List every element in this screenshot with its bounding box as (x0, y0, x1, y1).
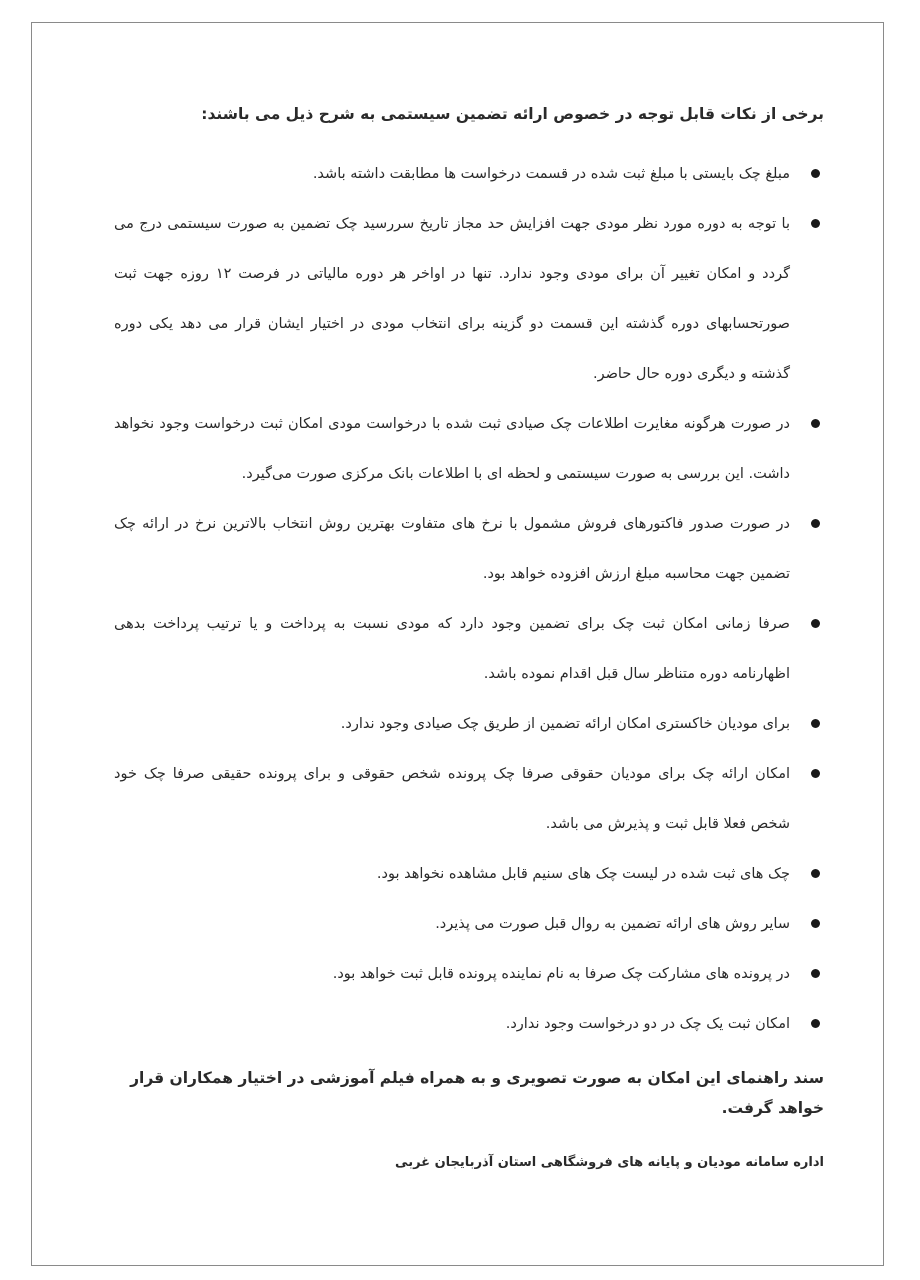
note-text: در صورت هرگونه مغایرت اطلاعات چک صیادی ثبت شده با درخواست مودی امکان ثبت درخواست وجود نخواهد داشت. این بررسی به صورت سیستمی و لحظه ای با اطلاعات بانک مرکزی صورت می‌گیرد. (114, 416, 790, 482)
note-text: با توجه به دوره مورد نظر مودی جهت افزایش حد مجاز تاریخ سررسید چک تضمین به صورت سیستمی درج می گردد و امکان تغییر آن برای مودی وجود ندارد. تنها در اواخر هر دوره مالیاتی در فرصت ۱۲ روزه جهت ثبت صورتحسابهای دوره گذشته این قسمت دو گزینه برای انتخاب مودی در اختیار ایشان قرار می دهد یکی دوره گذشته و دیگری دوره حال حاضر. (114, 216, 790, 382)
list-item (114, 199, 824, 399)
list-item (114, 699, 824, 749)
bullet-icon (811, 719, 820, 728)
note-text: صرفا زمانی امکان ثبت چک برای تضمین وجود دارد که مودی نسبت به پرداخت و یا ترتیب پرداخت بدهی اظهارنامه دوره متناظر سال قبل اقدام نموده باشد. (114, 616, 790, 682)
note-text: برای مودیان خاکستری امکان ارائه تضمین از طریق چک صیادی وجود ندارد. (340, 716, 790, 732)
note-text: در صورت صدور فاکتورهای فروش مشمول با نرخ های متفاوت بهترین روش انتخاب بالاترین نرخ در ارائه چک تضمین جهت محاسبه مبلغ ارزش افزوده خواهد بود. (114, 516, 790, 582)
list-item (114, 599, 824, 699)
intro-paragraph: برخی از نکات قابل توجه در خصوص ارائه تضمین سیستمی به شرح ذیل می باشند: (201, 105, 824, 123)
bullet-icon (811, 219, 820, 228)
list-item (114, 999, 824, 1049)
note-text: امکان ثبت یک چک در دو درخواست وجود ندارد. (505, 1016, 790, 1032)
notes-list (100, 149, 824, 1049)
note-text: امکان ارائه چک برای مودیان حقوقی صرفا چک پرونده شخص حقوقی و برای پرونده حقیقی صرفا چک خود شخص فعلا قابل ثبت و پذیرش می باشد. (114, 766, 790, 832)
list-item (114, 499, 824, 599)
list-item (114, 399, 824, 499)
bullet-icon (811, 919, 820, 928)
bullet-icon (811, 419, 820, 428)
note-text: مبلغ چک بایستی با مبلغ ثبت شده در قسمت درخواست ها مطابقت داشته باشد. (312, 166, 790, 182)
bullet-icon (811, 869, 820, 878)
closing-paragraph: سند راهنمای این امکان به صورت تصویری و به همراه فیلم آموزشی در اختیار همکاران قرار خواهد گرفت. (130, 1069, 824, 1117)
list-item (114, 899, 824, 949)
list-item (114, 949, 824, 999)
bullet-icon (811, 619, 820, 628)
footer-signature: اداره سامانه مودیان و پایانه های فروشگاهی استان آذربایجان غربی (395, 1155, 824, 1170)
bullet-icon (811, 969, 820, 978)
list-item (114, 749, 824, 849)
list-item (114, 849, 824, 899)
bullet-icon (811, 769, 820, 778)
bullet-icon (811, 1019, 820, 1028)
note-text: چک های ثبت شده در لیست چک های سنیم قابل مشاهده نخواهد بود. (376, 866, 790, 882)
list-item (114, 149, 824, 199)
bullet-icon (811, 519, 820, 528)
document-page (31, 22, 884, 1266)
note-text: در پرونده های مشارکت چک صرفا به نام نماینده پرونده قابل ثبت خواهد بود. (332, 966, 790, 982)
note-text: سایر روش های ارائه تضمین به روال قبل صورت می پذیرد. (435, 916, 790, 932)
document-body (100, 99, 824, 1175)
bullet-icon (811, 169, 820, 178)
